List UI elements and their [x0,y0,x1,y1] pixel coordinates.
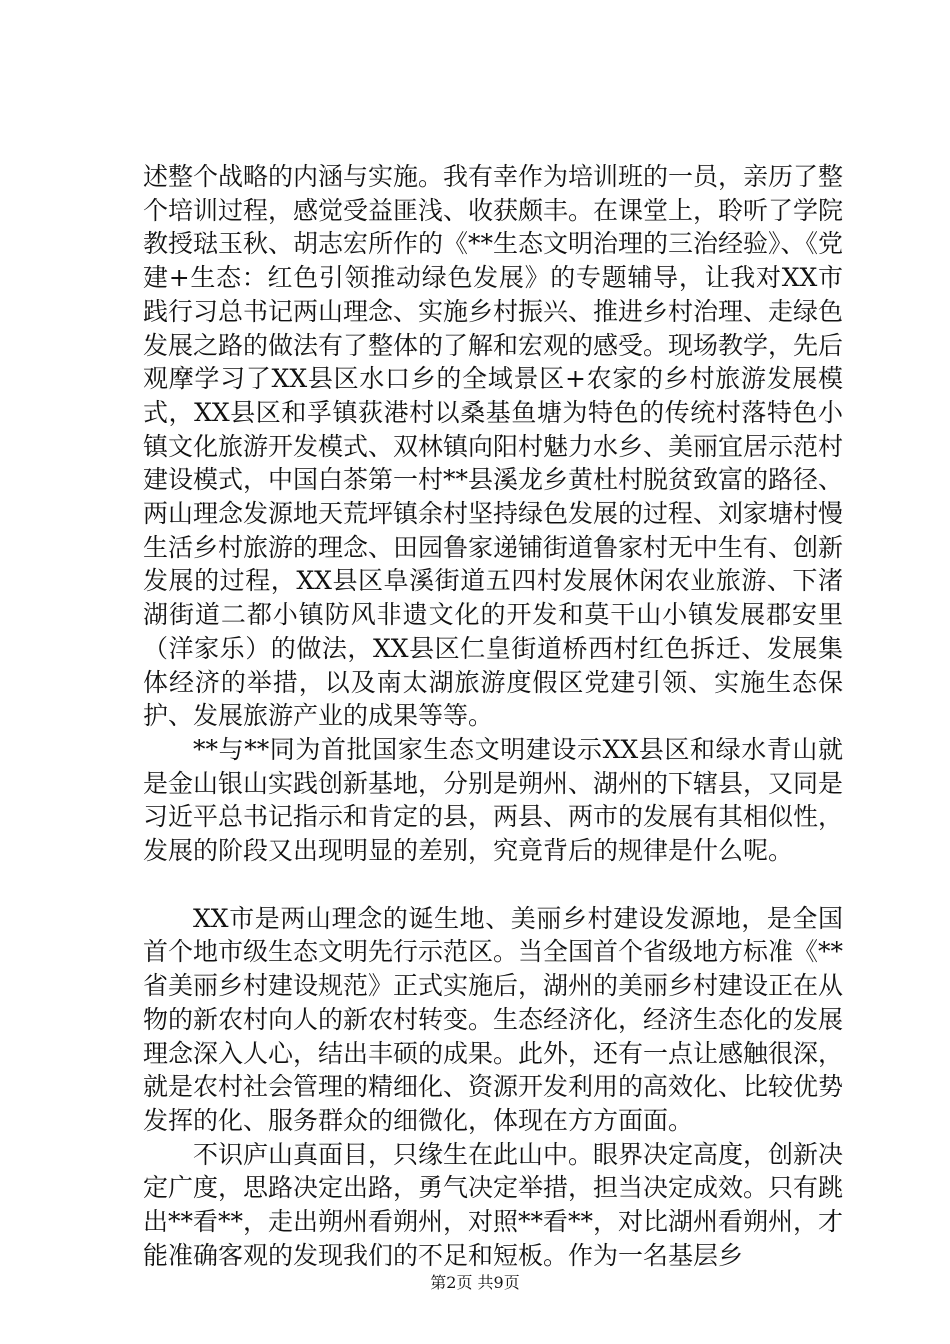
paragraph-1: 述整个战略的内涵与实施。我有幸作为培训班的一员，亲历了整个培训过程，感觉受益匪浅、收获颇丰。在课堂上，聆听了学院教授琺玉秋、胡志宏所作的《**生态文明治理的三治经验》、《党建+生态：红色引领推动绿色发展》的专题辅导，让我对XX市践行习总书记两山理念、实施乡村振兴、推进乡村治理、走绿色发展之路的做法有了整体的了解和宏观的感受。现场教学，先后观摩学习了XX县区水口乡的全域景区+农家的乡村旅游发展模式，XX县区和孚镇荻港村以桑基鱼塘为特色的传统村落特色小镇文化旅游开发模式、双林镇向阳村魅力水乡、美丽宜居示范村建设模式，中国白茶第一村**县溪龙乡黄杜村脱贫致富的路径、两山理念发源地天荒坪镇余村坚持绿色发展的过程、刘家塘村慢生活乡村旅游的理念、田园鲁家递铺街道鲁家村无中生有、创新发展的过程，XX县区阜溪街道五四村发展休闲农业旅游、下渚湖街道二都小镇防风非遗文化的开发和莫干山小镇发展郡安里（洋家乐）的做法，XX县区仁皇街道桥西村红色拆迁、发展集体经济的举措，以及南太湖旅游度假区党建引领、实施生态保护、发展旅游产业的成果等等。 [143,162,844,731]
paragraph-2: **与**同为首批国家生态文明建设示XX县区和绿水青山就是金山银山实践创新基地，分别是朔州、湖州的下辖县，又同是习近平总书记指示和肯定的县，两县、两市的发展有其相似性，发展的阶段又出现明显的差别，究竟背后的规律是什么呢。 [143,734,844,866]
document-body [143,160,843,1273]
page-number-footer: 第2页 共9页 [430,1273,520,1292]
paragraph-3: XX市是两山理念的诞生地、美丽乡村建设发源地，是全国首个地市级生态文明先行示范区。当全国首个省级地方标准《**省美丽乡村建设规范》正式实施后，湖州的美丽乡村建设正在从物的新农村向人的新农村转变。生态经济化，经济生态化的发展理念深入人心，结出丰硕的成果。此外，还有一点让感触很深，就是农村社会管理的精细化、资源开发利用的高效化、比较优势发挥的化、服务群众的细微化，体现在方方面面。 [143,903,844,1135]
paragraph-4: 不识庐山真面目，只缘生在此山中。眼界决定高度，创新决定广度，思路决定出路，勇气决定举措，担当决定成效。只有跳出**看**，走出朔州看朔州，对照**看**，对比湖州看朔州，才能准确客观的发现我们的不足和短板。作为一名基层乡 [143,1139,844,1270]
